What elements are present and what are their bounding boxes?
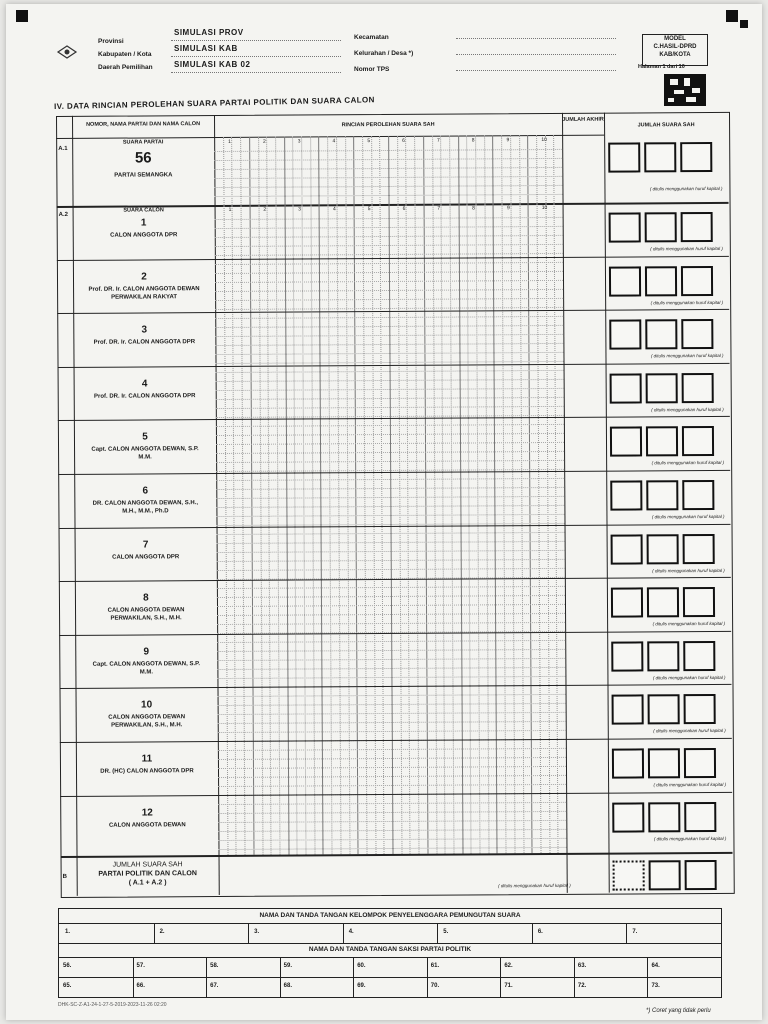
candidate-number: 6 (142, 485, 149, 497)
candidate-vote-boxes (609, 212, 713, 243)
total-line1: JUMLAH SUARA SAH (112, 861, 183, 869)
digit-box[interactable] (648, 695, 680, 725)
candidate-name: Prof. DR. Ir. CALON ANGGOTA DEWAN PERWAKILAN RAKYAT (88, 285, 200, 301)
digit-box[interactable] (684, 694, 716, 724)
saksi-signature-cell[interactable]: 56. (63, 963, 72, 969)
party-name: PARTAI SEMANGKA (114, 172, 173, 179)
digit-box[interactable] (685, 860, 717, 890)
dapil-value: SIMULASI KAB 02 (174, 60, 251, 69)
kpps-signature-cell[interactable]: 1. (65, 929, 71, 935)
kpps-signature-cell[interactable]: 6. (537, 929, 543, 935)
candidate-hint: ( ditulis menggunakan huruf kapital ) (653, 835, 727, 841)
saksi-signature-cell[interactable]: 72. (577, 983, 587, 989)
saksi-signature-cell[interactable]: 60. (357, 963, 366, 969)
candidate-number: 5 (142, 431, 148, 443)
digit-box[interactable] (680, 142, 712, 172)
suara-partai-label: SUARA PARTAI (122, 139, 164, 146)
candidate-number: 11 (141, 753, 153, 765)
candidate-vote-boxes (611, 641, 715, 672)
digit-box[interactable] (684, 748, 716, 778)
digit-box[interactable] (682, 480, 714, 510)
tally-number: 4 (332, 206, 336, 213)
digit-box[interactable] (647, 641, 679, 671)
model-line1: MODEL (664, 36, 686, 42)
party-number: 56 (134, 149, 152, 167)
digit-box[interactable] (610, 427, 642, 457)
kecamatan-label: Kecamatan (354, 34, 389, 41)
candidate-name: CALON ANGGOTA DEWAN PERWAKILAN, S.H., M.H. (107, 607, 185, 622)
corner-marker-tr2 (740, 20, 748, 28)
candidate-vote-boxes (610, 373, 714, 404)
tally-number: 5 (367, 138, 371, 145)
digit-box[interactable] (683, 587, 715, 617)
candidate-name: Capt. CALON ANGGOTA DEWAN, S.P. M.M. (92, 660, 201, 676)
tally-number: 8 (472, 205, 475, 212)
model-line3: KAB/KOTA (659, 52, 691, 58)
candidate-hint: ( ditulis menggunakan huruf kapital ) (653, 728, 726, 734)
digit-box[interactable] (644, 142, 676, 172)
tally-number: 4 (332, 138, 336, 145)
candidate-name: DR. CALON ANGGOTA DEWAN, S.H., M.H., M.M., Ph.D (92, 500, 199, 515)
digit-box[interactable] (609, 320, 641, 350)
candidate-number: 4 (141, 378, 148, 390)
candidate-number: 2 (141, 271, 147, 283)
digit-box[interactable] (611, 588, 643, 618)
candidate-hint: ( ditulis menggunakan huruf kapital ) (650, 299, 724, 305)
provinsi-value: SIMULASI PROV (174, 28, 244, 37)
candidate-name: CALON ANGGOTA DPR (110, 232, 178, 239)
saksi-signature-cell[interactable]: 62. (504, 963, 513, 969)
corner-marker-tr (726, 10, 738, 22)
corner-marker-tl (16, 10, 28, 22)
kecamatan-line (456, 38, 616, 39)
candidate-number: 3 (141, 324, 148, 336)
total-vote-boxes (613, 860, 717, 891)
candidate-name: Prof. DR. Ir. CALON ANGGOTA DPR (93, 392, 196, 400)
saksi-signature-cell[interactable]: 58. (210, 963, 219, 969)
signature-block (58, 908, 722, 998)
digit-box[interactable] (611, 534, 643, 564)
saksi-signature-cell[interactable]: 70. (430, 983, 440, 989)
candidate-name: Capt. CALON ANGGOTA DEWAN, S.P. M.M. (91, 446, 199, 461)
tally-number: 9 (506, 205, 510, 212)
candidate-vote-boxes (610, 426, 714, 457)
row-code-a2: A.2 (58, 211, 68, 218)
candidate-name: DR. (HC) CALON ANGGOTA DPR (100, 768, 194, 775)
tally-number: 7 (436, 137, 440, 144)
digit-box[interactable] (681, 319, 713, 349)
total-hint: ( ditulis menggunakan huruf kapital ) (498, 882, 571, 889)
digit-box[interactable] (682, 426, 714, 456)
page-label: Halaman 1 dari 10 (638, 64, 685, 70)
saksi-signature-cell[interactable]: 65. (63, 983, 72, 989)
candidate-number: 8 (143, 592, 149, 604)
tally-number: 6 (402, 205, 406, 212)
tally-number: 3 (297, 138, 301, 145)
candidate-vote-boxes (610, 480, 714, 511)
provinsi-line (171, 40, 341, 41)
candidate-number: 9 (143, 646, 150, 658)
tally-number: 8 (471, 137, 475, 144)
kpps-signature-cell[interactable]: 3. (254, 929, 260, 935)
digit-box[interactable] (683, 641, 715, 671)
digit-box[interactable] (612, 695, 644, 725)
candidate-name: CALON ANGGOTA DEWAN (108, 821, 186, 829)
digit-box[interactable] (647, 534, 679, 564)
digit-box[interactable] (613, 860, 645, 890)
saksi-signature-cell[interactable]: 66. (136, 983, 145, 989)
candidate-vote-boxes (612, 748, 716, 779)
digit-box[interactable] (610, 480, 642, 510)
digit-box[interactable] (648, 802, 680, 832)
candidate-hint: ( ditulis menggunakan huruf kapital ) (651, 460, 725, 466)
suara-calon-label: SUARA CALON (123, 207, 164, 214)
saksi-signature-cell[interactable]: 63. (577, 963, 587, 969)
digit-box[interactable] (610, 373, 642, 403)
footer-code: DHK-SC-Z-A1-24-1-27-5-2019-2023-11-26 02:20 (58, 1002, 167, 1008)
digit-box[interactable] (645, 319, 677, 349)
digit-box[interactable] (611, 641, 643, 671)
tally-number: 9 (506, 137, 510, 144)
candidate-vote-boxes (611, 587, 715, 618)
candidate-number: 1 (140, 217, 147, 229)
candidate-hint: ( ditulis menggunakan huruf kapital ) (650, 245, 723, 252)
tally-number: 7 (437, 205, 441, 212)
candidate-number: 12 (141, 807, 153, 819)
tally-number: 2 (262, 138, 266, 145)
form-sheet (6, 4, 762, 1020)
total-line2: PARTAI POLITIK DAN CALON (98, 870, 197, 878)
candidate-name: CALON ANGGOTA DEWAN PERWAKILAN, S.H., M.H. (108, 714, 186, 730)
candidate-name: Prof. DR. Ir. CALON ANGGOTA DPR (93, 339, 196, 346)
candidate-vote-boxes (609, 319, 713, 350)
vote-tally-table (56, 112, 737, 900)
digit-box[interactable] (608, 142, 640, 172)
saksi-signature-cell[interactable]: 61. (430, 963, 440, 969)
row-code-a1: A.1 (58, 145, 68, 152)
digit-box[interactable] (681, 266, 713, 296)
tally-number: 3 (298, 206, 301, 213)
party-tally-area (214, 135, 562, 205)
saksi-signature-cell[interactable]: 64. (651, 963, 660, 969)
digit-box[interactable] (646, 373, 678, 403)
kpps-signature-cell[interactable]: 4. (348, 929, 354, 935)
kpps-signature-cell[interactable]: 5. (443, 929, 449, 935)
candidate-hint: ( ditulis menggunakan huruf kapital ) (651, 406, 724, 413)
footer-note: *) Coret yang tidak perlu (646, 1008, 711, 1014)
col-jumlah-akhir-header: JUMLAH AKHIR (562, 116, 604, 123)
kabupaten-line (171, 56, 341, 57)
model-line2: C.HASIL-DPRD (653, 44, 697, 50)
kabupaten-label: Kabupaten / Kota (98, 51, 152, 58)
tps-line (456, 70, 616, 71)
kpps-title: NAMA DAN TANDA TANGAN KELOMPOK PENYELENGGARA PEMUNGUTAN SUARA (259, 912, 521, 919)
digit-box[interactable] (681, 212, 713, 242)
saksi-signature-cell[interactable]: 69. (357, 983, 366, 989)
digit-box[interactable] (649, 860, 681, 890)
tps-label: Nomor TPS (354, 66, 390, 73)
digit-box[interactable] (609, 212, 641, 242)
saksi-signature-cell[interactable]: 68. (283, 983, 292, 989)
candidate-name: CALON ANGGOTA DPR (112, 553, 180, 561)
tally-number: 1 (228, 138, 231, 145)
candidate-hint: ( ditulis menggunakan huruf kapital ) (652, 674, 726, 681)
kelurahan-label: Kelurahan / Desa *) (354, 50, 414, 57)
saksi-signature-cell[interactable]: 73. (651, 983, 660, 989)
kpps-signature-cell[interactable]: 2. (159, 929, 165, 935)
candidate-hint: ( ditulis menggunakan huruf kapital ) (652, 621, 726, 627)
tally-number: 5 (367, 206, 371, 213)
tally-number: 1 (228, 206, 232, 213)
digit-box[interactable] (648, 748, 680, 778)
saksi-signature-cell[interactable]: 59. (283, 963, 292, 969)
saksi-title: NAMA DAN TANDA TANGAN SAKSI PARTAI POLITIK (308, 946, 472, 953)
section-title: IV. DATA RINCIAN PEROLEHAN SUARA PARTAI POLITIK DAN SUARA CALON (54, 95, 375, 111)
tally-number: 6 (402, 137, 405, 144)
candidate-number: 7 (142, 539, 149, 551)
candidate-hint: ( ditulis menggunakan huruf kapital ) (651, 513, 725, 520)
saksi-signature-cell[interactable]: 71. (504, 983, 513, 989)
dapil-line (171, 72, 341, 73)
candidate-vote-boxes (612, 694, 716, 725)
row-code-b: B (62, 873, 68, 880)
digit-box[interactable] (682, 373, 714, 403)
candidate-vote-boxes (611, 534, 715, 565)
tally-number: 10 (541, 205, 548, 212)
saksi-signature-cell[interactable]: 67. (210, 983, 219, 989)
candidate-vote-boxes (609, 266, 713, 297)
provinsi-label: Provinsi (98, 38, 124, 45)
qr-code-icon (664, 74, 706, 106)
kabupaten-value: SIMULASI KAB (174, 44, 238, 53)
digit-box[interactable] (684, 802, 716, 832)
digit-box[interactable] (683, 534, 715, 564)
party-hint: ( ditulis menggunakan huruf kapital ) (649, 185, 723, 192)
digit-box[interactable] (647, 587, 679, 617)
kelurahan-line (456, 54, 616, 55)
candidate-vote-boxes (612, 802, 716, 833)
digit-box[interactable] (646, 427, 678, 457)
col-jumlah-suara-header: JUMLAH SUARA SAH (637, 122, 695, 129)
candidate-hint: ( ditulis menggunakan huruf kapital ) (652, 567, 725, 573)
candidate-hint: ( ditulis menggunakan huruf kapital ) (650, 353, 724, 359)
candidate-number: 10 (141, 699, 153, 711)
candidate-hint: ( ditulis menggunakan huruf kapital ) (653, 781, 727, 788)
digit-box[interactable] (645, 266, 677, 296)
digit-box[interactable] (645, 212, 677, 242)
total-line3: ( A.1 + A.2 ) (128, 879, 167, 887)
saksi-signature-cell[interactable]: 57. (136, 963, 145, 969)
digit-box[interactable] (612, 748, 644, 778)
candidate-tally-area (215, 203, 567, 855)
party-vote-boxes (608, 142, 712, 173)
digit-box[interactable] (612, 802, 644, 832)
emblem-icon (56, 44, 78, 60)
tally-number: 2 (263, 206, 267, 213)
tally-number: 10 (541, 137, 547, 144)
col-rincian-header: RINCIAN PEROLEHAN SUARA SAH (341, 121, 435, 129)
digit-box[interactable] (646, 480, 678, 510)
model-box (642, 34, 708, 66)
col-nomor-header: NOMOR, NAMA PARTAI DAN NAMA CALON (86, 121, 201, 128)
dapil-label: Daerah Pemilihan (98, 64, 153, 71)
kpps-signature-cell[interactable]: 7. (632, 929, 638, 935)
digit-box[interactable] (609, 266, 641, 296)
